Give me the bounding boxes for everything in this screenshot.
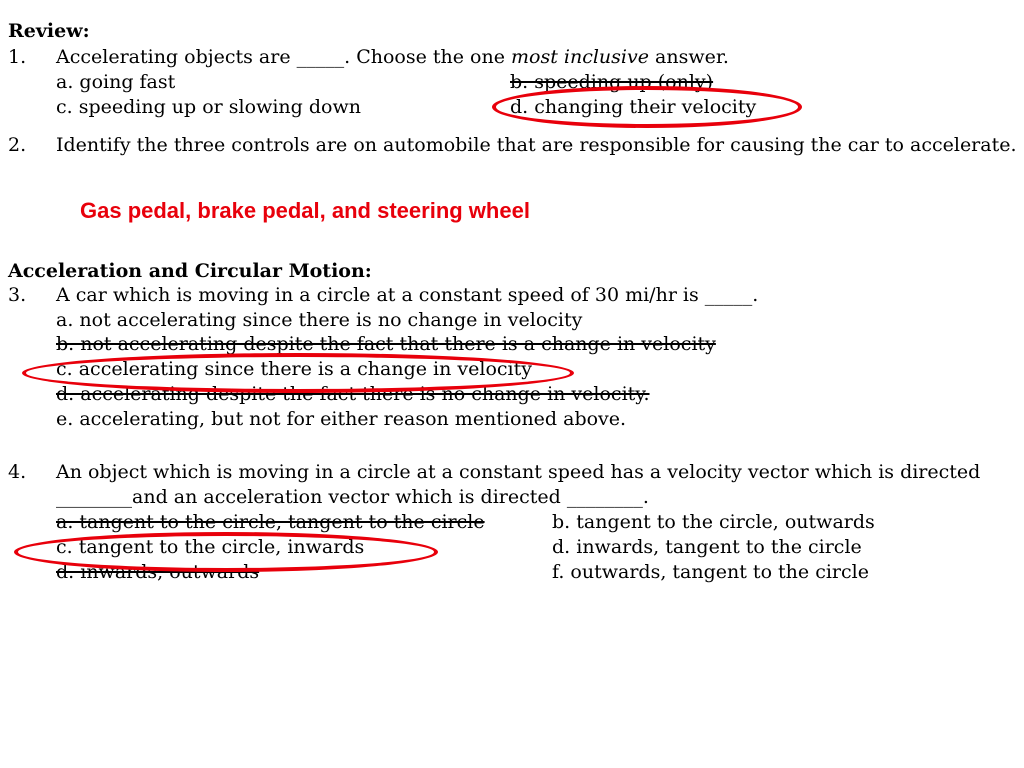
q4-option-c: c. tangent to the circle, inwards [56,536,365,558]
q4-question-line2: ________and an acceleration vector which is directed ________. [56,486,649,508]
q2-question: Identify the three controls are on automobile that are responsible for causing the car to accelerate. [56,134,1017,156]
q3-option-b: b. not accelerating despite the fact that there is a change in velocity [56,333,716,355]
q2-handwritten-answer: Gas pedal, brake pedal, and steering wheel [80,198,530,223]
q4-option-b: b. tangent to the circle, outwards [552,511,875,533]
q3-question: A car which is moving in a circle at a constant speed of 30 mi/hr is _____. [56,284,759,306]
q1-number: 1. [8,46,27,68]
q1-question [56,48,729,67]
q4-option-d-col2: d. inwards, tangent to the circle [552,536,862,558]
q4-number: 4. [8,461,27,483]
circular-heading: Acceleration and Circular Motion: [8,260,372,282]
q3-number: 3. [8,284,27,306]
q1-text-after: answer. [648,46,729,68]
q3-option-e: e. accelerating, but not for either reason mentioned above. [56,408,627,430]
q2-number: 2. [8,134,27,156]
q3-option-d: d. accelerating despite the fact there is no change in velocity. [56,383,650,405]
review-heading: Review: [8,20,90,42]
q1-text-emphasis: most inclusive [511,46,649,68]
q1-option-b: b. speeding up (only) [510,71,714,93]
q1-option-c: c. speeding up or slowing down [56,96,361,118]
q3-option-a: a. not accelerating since there is no change in velocity [56,309,583,331]
q3-option-c: c. accelerating since there is a change in velocity [56,358,532,380]
q4-option-f: f. outwards, tangent to the circle [552,561,869,583]
q4-option-d-col1: d. inwards, outwards [56,561,260,583]
q1-text-before: Accelerating objects are _____. Choose the one [56,46,512,68]
q1-option-d: d. changing their velocity [510,96,757,118]
q1-option-a: a. going fast [56,71,176,93]
q4-question-line1: An object which is moving in a circle at a constant speed has a velocity vector which is directed [56,461,981,483]
q4-option-a: a. tangent to the circle, tangent to the circle [56,511,485,533]
